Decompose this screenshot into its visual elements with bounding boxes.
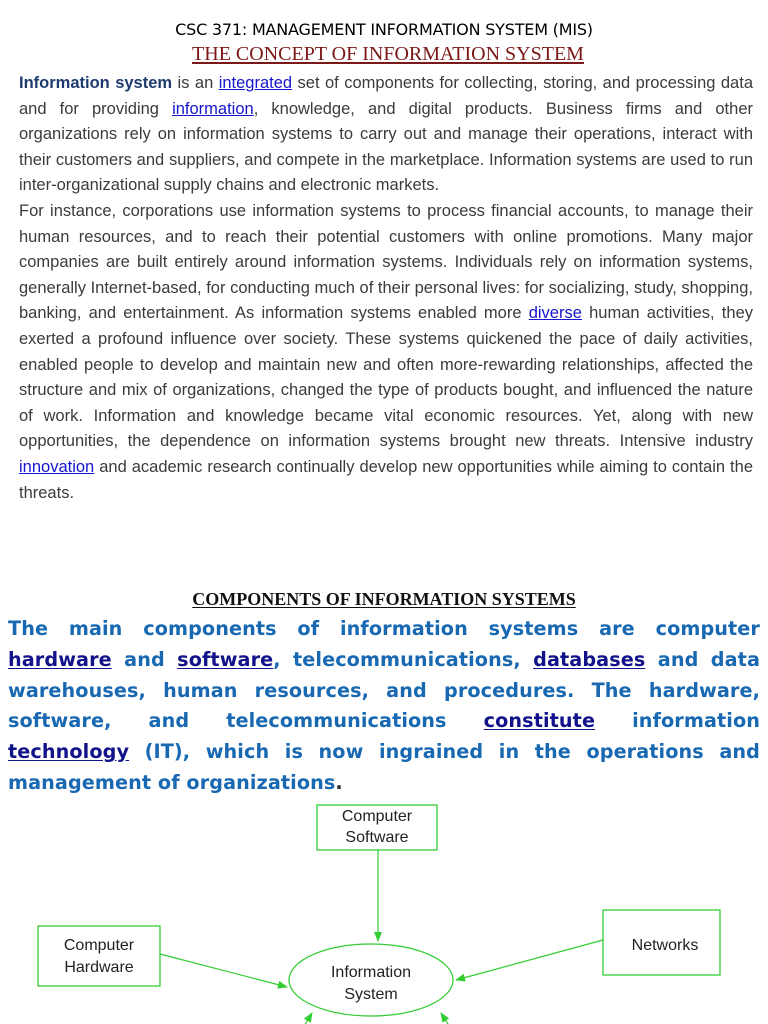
components-text-run: , telecommunications, bbox=[273, 647, 534, 671]
link-innovation[interactable]: innovation bbox=[19, 457, 95, 476]
intro-text bbox=[19, 71, 753, 578]
course-title: CSC 371: MANAGEMENT INFORMATION SYSTEM (MIS) bbox=[175, 20, 593, 39]
section-title-components bbox=[0, 589, 768, 610]
link-diverse[interactable]: diverse bbox=[528, 304, 582, 323]
link-technology[interactable]: technology bbox=[8, 740, 130, 764]
intro-paragraph-2 bbox=[19, 199, 753, 506]
arrow-lower-left-to-system bbox=[296, 1013, 312, 1024]
intro-text-run: is an bbox=[172, 74, 219, 92]
hardware-box bbox=[38, 926, 160, 986]
information-system-label-line2: System bbox=[344, 986, 398, 1003]
arrow-networks-to-system bbox=[456, 940, 603, 980]
components-period: . bbox=[335, 770, 343, 794]
hardware-node bbox=[38, 926, 160, 986]
components-text-run: The main components of information systems are computer bbox=[8, 617, 760, 640]
components-text-run: and data warehouses, human resources, and procedures. The hardware, software, and telecommunications bbox=[8, 647, 760, 733]
link-software[interactable]: software bbox=[177, 647, 274, 671]
software-label-line1: Computer bbox=[341, 808, 413, 825]
section-title-concept-text: THE CONCEPT OF INFORMATION SYSTEM bbox=[192, 43, 584, 65]
software-label-line2: Software bbox=[345, 829, 409, 846]
networks-node bbox=[603, 910, 720, 975]
networks-label: Networks bbox=[631, 937, 699, 954]
components-diagram bbox=[0, 800, 768, 1024]
intro-text-run: and academic research continually develop new opportunities while aiming to contain the threats. bbox=[19, 457, 753, 502]
arrow-lower-right-to-system bbox=[441, 1013, 458, 1024]
arrow-hardware-to-system bbox=[160, 954, 287, 987]
components-paragraph bbox=[8, 614, 760, 799]
link-integrated[interactable]: integrated bbox=[218, 74, 293, 92]
link-databases[interactable]: databases bbox=[533, 647, 646, 671]
components-text-run: information bbox=[595, 709, 760, 733]
link-information[interactable]: information bbox=[172, 99, 254, 118]
hardware-label-line1: Computer bbox=[63, 937, 135, 954]
intro-text-run: set of components for collecting, storing, and processing data and for providing bbox=[19, 74, 753, 118]
components-text-run: (IT), which is now ingrained in the operations and management of organizations bbox=[8, 740, 760, 794]
section-title-concept bbox=[0, 43, 768, 66]
section-title-components-text: COMPONENTS OF INFORMATION SYSTEMS bbox=[192, 589, 576, 609]
hardware-label-line2: Hardware bbox=[64, 959, 134, 976]
intro-text-run: For instance, corporations use information systems to process financial accounts, to manage their human resources, and to reach their potential customers with online promotions. Many major companies are built entirely around information systems. Individuals rely on information systems, generally Internet-based, for conducting much of their personal lives: for socializing, study, shopping, banking, and entertainment. As information systems enabled more bbox=[19, 201, 753, 323]
software-node bbox=[317, 805, 437, 850]
link-constitute[interactable]: constitute bbox=[483, 709, 596, 733]
intro-text-run: , knowledge, and digital products. Business firms and other organizations rely on information systems to carry out and manage their operations, interact with their customers and suppliers, and compete in the marketplace. Information systems are used to run inter-organizational supply chains and electronic markets. bbox=[19, 99, 753, 195]
lead-term: Information system bbox=[19, 74, 173, 92]
information-system-node bbox=[289, 944, 453, 1016]
components-text-run: and bbox=[111, 647, 178, 671]
intro-paragraph-1 bbox=[19, 71, 753, 199]
intro-text-run: human activities, they exerted a profound influence over society. These systems quickened the pace of daily activities, enabled people to develop and maintain new and often more-rewarding relationships, affected the structure and mix of organizations, changed the type of products bought, and influenced the nature of work. Information and knowledge became vital economic resources. Yet, along with new opportunities, the dependence on information systems brought new threats. Intensive industry bbox=[19, 304, 753, 451]
information-system-label-line1: Information bbox=[330, 964, 412, 981]
link-hardware[interactable]: hardware bbox=[8, 647, 112, 671]
